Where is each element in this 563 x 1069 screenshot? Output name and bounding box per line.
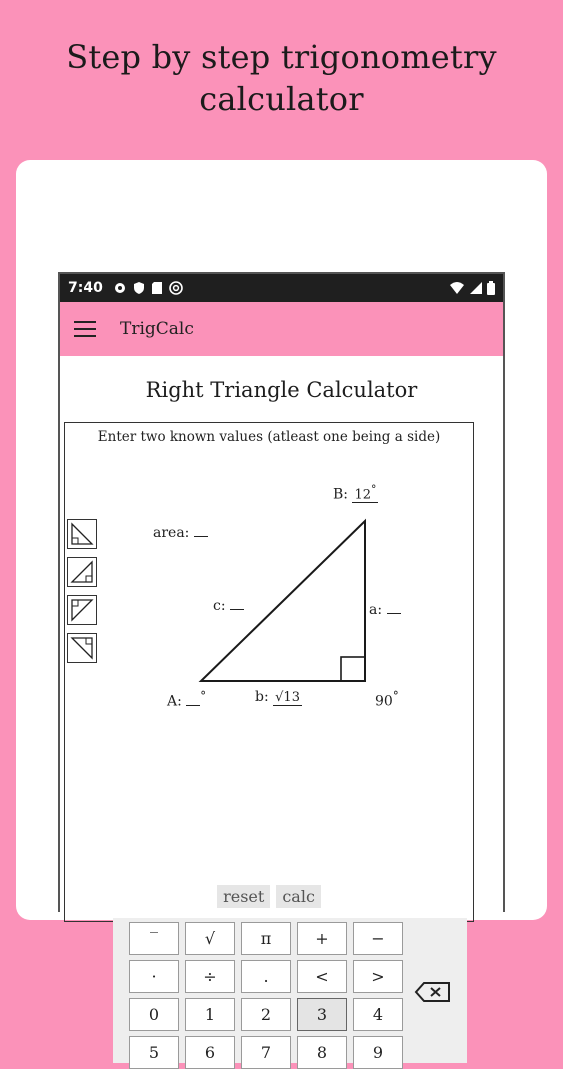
triangle-shape-3-button[interactable]	[67, 595, 97, 625]
triangle-shape-1-icon	[68, 520, 96, 548]
phone-screenshot	[58, 272, 505, 1062]
key-overline[interactable]: ‾	[129, 922, 179, 955]
key-left[interactable]: <	[297, 960, 347, 993]
status-time: 7:40	[68, 280, 103, 296]
headline-line-2: calculator	[199, 80, 364, 118]
key-3[interactable]: 3	[297, 998, 347, 1031]
key-2[interactable]: 2	[241, 998, 291, 1031]
backspace-button[interactable]	[412, 975, 454, 1009]
signal-icon	[469, 281, 483, 295]
calc-button[interactable]: calc	[276, 885, 321, 908]
calculator-panel	[64, 422, 474, 1062]
right-triangle-diagram	[195, 515, 371, 687]
triangle-shape-4-icon	[68, 634, 96, 662]
right-angle-marker	[341, 657, 365, 681]
key-minus[interactable]: −	[353, 922, 403, 955]
key-5[interactable]: 5	[129, 1036, 179, 1069]
side-c-label: c:	[213, 595, 244, 614]
area-label: area:	[153, 522, 208, 541]
battery-icon	[487, 281, 495, 295]
at-sign-icon	[169, 281, 183, 295]
wifi-icon	[449, 281, 465, 295]
key-multiply[interactable]: ·	[129, 960, 179, 993]
triangle-shape-2-button[interactable]	[67, 557, 97, 587]
calculator-title: Right Triangle Calculator	[145, 378, 418, 402]
hamburger-menu-icon[interactable]	[74, 321, 96, 337]
key-7[interactable]: 7	[241, 1036, 291, 1069]
app-title: TrigCalc	[120, 319, 194, 339]
keypad	[113, 918, 467, 1063]
instruction-text: Enter two known values (atleast one being a side)	[97, 429, 441, 445]
backspace-icon	[414, 981, 452, 1003]
key-pi[interactable]: π	[241, 922, 291, 955]
side-a-label: a:	[369, 599, 401, 618]
key-1[interactable]: 1	[185, 998, 235, 1031]
key-right[interactable]: >	[353, 960, 403, 993]
key-9[interactable]: 9	[353, 1036, 403, 1069]
right-angle-label: 90°	[375, 689, 399, 710]
shield-icon	[133, 281, 145, 295]
side-a-input[interactable]	[387, 599, 401, 614]
gear-icon	[113, 281, 127, 295]
key-decimal[interactable]: .	[241, 960, 291, 993]
reset-button[interactable]: reset	[217, 885, 270, 908]
headline	[0, 36, 563, 120]
side-b-input[interactable]: √13	[275, 690, 300, 705]
key-4[interactable]: 4	[353, 998, 403, 1031]
headline-line-1: Step by step trigonometry	[66, 38, 497, 76]
angle-b-input[interactable]: 12°	[354, 483, 377, 503]
key-0[interactable]: 0	[129, 998, 179, 1031]
angle-b-label: B: 12°	[333, 483, 377, 503]
triangle-shape-3-icon	[68, 596, 96, 624]
app-bar	[60, 302, 503, 356]
status-bar	[60, 274, 503, 302]
triangle-shape-2-icon	[68, 558, 96, 586]
key-sqrt[interactable]: √	[185, 922, 235, 955]
angle-a-input[interactable]	[186, 691, 200, 706]
key-plus[interactable]: +	[297, 922, 347, 955]
sd-card-icon	[151, 281, 163, 295]
key-divide[interactable]: ÷	[185, 960, 235, 993]
angle-a-label: A: °	[167, 689, 207, 710]
side-b-label: b: √13	[255, 689, 300, 705]
triangle-shape-1-button[interactable]	[67, 519, 97, 549]
key-6[interactable]: 6	[185, 1036, 235, 1069]
triangle-shape-4-button[interactable]	[67, 633, 97, 663]
key-8[interactable]: 8	[297, 1036, 347, 1069]
action-buttons	[65, 885, 473, 908]
